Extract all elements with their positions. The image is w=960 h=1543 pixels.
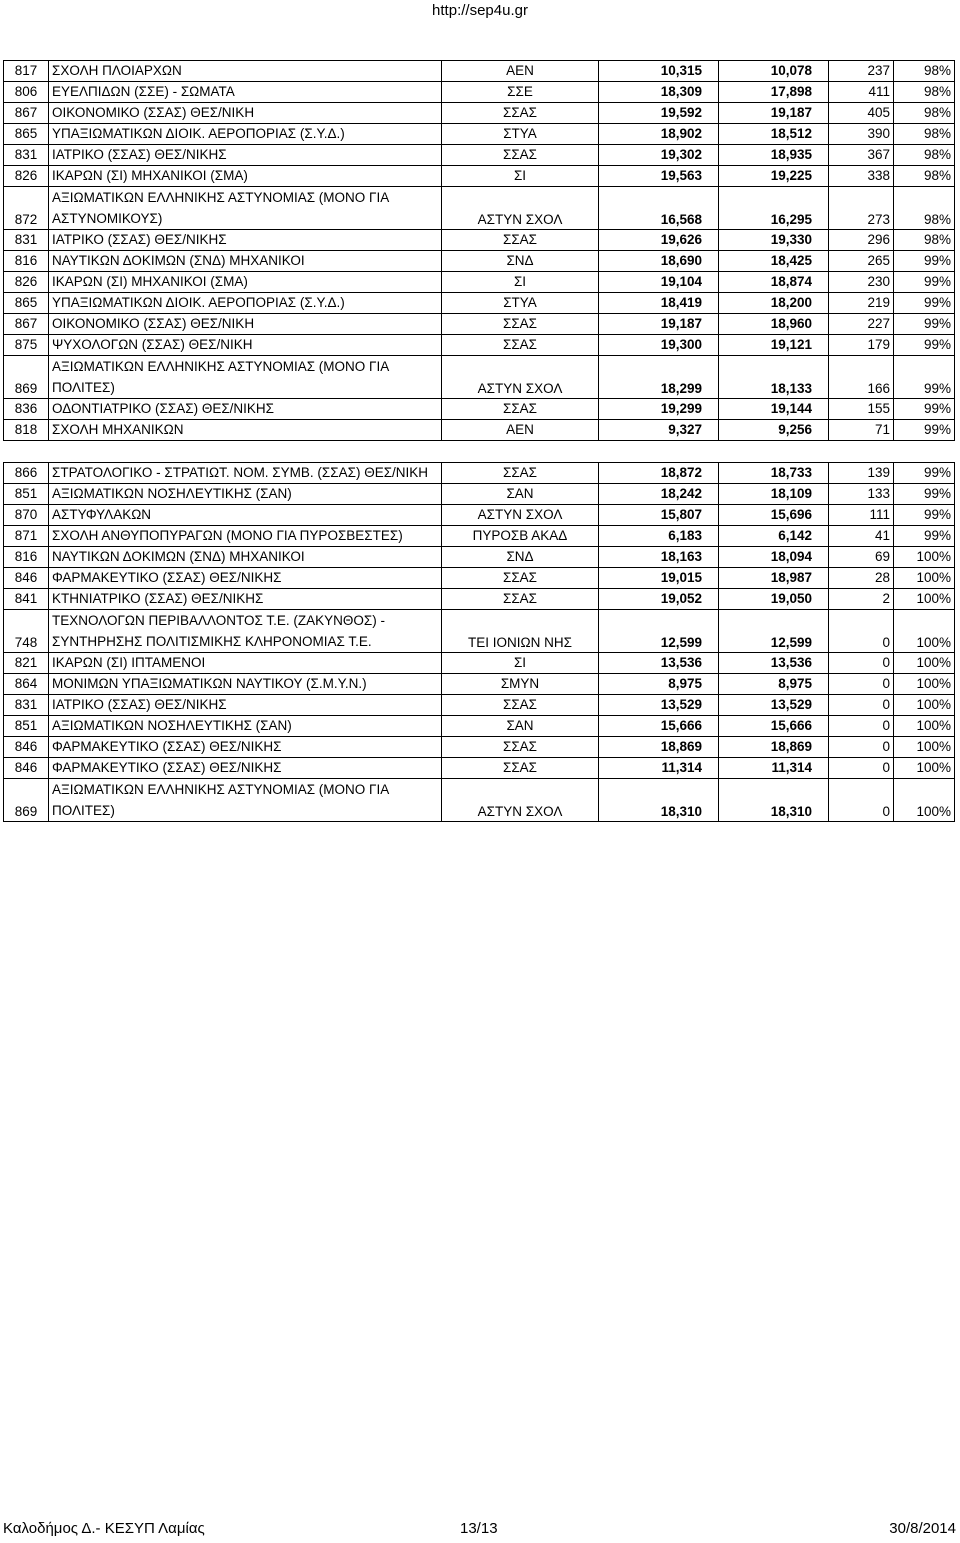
row-percent: 99% xyxy=(894,335,955,356)
row-score-last: 15,666 xyxy=(719,716,829,737)
row-category: ΤΕΙ ΙΟΝΙΩΝ ΝΗΣ xyxy=(442,610,599,653)
row-percent: 100% xyxy=(894,653,955,674)
table-row xyxy=(4,420,955,441)
row-count: 219 xyxy=(829,293,894,314)
row-code: 806 xyxy=(4,82,49,103)
row-score-last: 19,187 xyxy=(719,103,829,124)
row-score-first: 12,599 xyxy=(599,610,719,653)
row-score-last: 6,142 xyxy=(719,526,829,547)
row-percent: 100% xyxy=(894,695,955,716)
row-score-first: 19,052 xyxy=(599,589,719,610)
row-code: 836 xyxy=(4,399,49,420)
row-category: ΣΣΕ xyxy=(442,82,599,103)
row-category: ΣΝΔ xyxy=(442,251,599,272)
row-score-last: 18,310 xyxy=(719,779,829,822)
row-category: ΣΙ xyxy=(442,166,599,187)
table-row xyxy=(4,187,955,230)
row-count: 139 xyxy=(829,463,894,484)
row-category: ΑΣΤΥΝ ΣΧΟΛ xyxy=(442,779,599,822)
row-percent: 99% xyxy=(894,314,955,335)
row-score-last: 18,869 xyxy=(719,737,829,758)
table-row xyxy=(4,484,955,505)
row-percent: 98% xyxy=(894,145,955,166)
table-row xyxy=(4,124,955,145)
row-category: ΣΣΑΣ xyxy=(442,589,599,610)
row-score-last: 18,512 xyxy=(719,124,829,145)
row-school-name: ΑΞΙΩΜΑΤΙΚΩΝ ΝΟΣΗΛΕΥΤΙΚΗΣ (ΣΑΝ) xyxy=(49,716,442,737)
table-row xyxy=(4,695,955,716)
row-category: ΣΣΑΣ xyxy=(442,737,599,758)
results-table xyxy=(3,60,955,822)
row-code: 831 xyxy=(4,145,49,166)
table-row xyxy=(4,716,955,737)
row-school-name: ΣΤΡΑΤΟΛΟΓΙΚΟ - ΣΤΡΑΤΙΩΤ. ΝΟΜ. ΣΥΜΒ. (ΣΣΑΣ) ΘΕΣ/ΝΙΚΗ xyxy=(49,463,442,484)
row-score-last: 8,975 xyxy=(719,674,829,695)
row-score-last: 12,599 xyxy=(719,610,829,653)
row-score-first: 19,300 xyxy=(599,335,719,356)
row-category: ΣΝΔ xyxy=(442,547,599,568)
row-count: 0 xyxy=(829,737,894,758)
row-score-first: 9,327 xyxy=(599,420,719,441)
table-row xyxy=(4,61,955,82)
row-school-name: ΥΠΑΞΙΩΜΑΤΙΚΩΝ ΔΙΟΙΚ. ΑΕΡΟΠΟΡΙΑΣ (Σ.Υ.Δ.) xyxy=(49,293,442,314)
row-count: 273 xyxy=(829,187,894,230)
row-count: 133 xyxy=(829,484,894,505)
row-score-first: 15,666 xyxy=(599,716,719,737)
row-percent: 100% xyxy=(894,779,955,822)
row-count: 0 xyxy=(829,653,894,674)
row-count: 0 xyxy=(829,674,894,695)
row-count: 338 xyxy=(829,166,894,187)
row-score-first: 19,302 xyxy=(599,145,719,166)
row-score-last: 16,295 xyxy=(719,187,829,230)
row-percent: 99% xyxy=(894,484,955,505)
row-category: ΣΜΥΝ xyxy=(442,674,599,695)
row-category: ΣΣΑΣ xyxy=(442,103,599,124)
row-code: 864 xyxy=(4,674,49,695)
row-count: 411 xyxy=(829,82,894,103)
row-count: 28 xyxy=(829,568,894,589)
row-school-name: ΙΚΑΡΩΝ (ΣΙ) ΜΗΧΑΝΙΚΟΙ (ΣΜΑ) xyxy=(49,272,442,293)
row-score-first: 16,568 xyxy=(599,187,719,230)
row-category: ΣΣΑΣ xyxy=(442,230,599,251)
row-school-name: ΜΟΝΙΜΩΝ ΥΠΑΞΙΩΜΑΤΙΚΩΝ ΝΑΥΤΙΚΟΥ (Σ.Μ.Υ.Ν.) xyxy=(49,674,442,695)
row-score-last: 19,144 xyxy=(719,399,829,420)
row-count: 2 xyxy=(829,589,894,610)
row-count: 69 xyxy=(829,547,894,568)
row-score-last: 18,109 xyxy=(719,484,829,505)
row-score-first: 8,975 xyxy=(599,674,719,695)
table-spacer-row xyxy=(4,441,955,463)
row-score-last: 10,078 xyxy=(719,61,829,82)
row-count: 405 xyxy=(829,103,894,124)
row-percent: 98% xyxy=(894,124,955,145)
row-score-first: 18,419 xyxy=(599,293,719,314)
row-code: 866 xyxy=(4,463,49,484)
table-row xyxy=(4,230,955,251)
row-code: 846 xyxy=(4,737,49,758)
row-percent: 98% xyxy=(894,187,955,230)
row-score-first: 19,299 xyxy=(599,399,719,420)
row-school-name: ΣΧΟΛΗ ΜΗΧΑΝΙΚΩΝ xyxy=(49,420,442,441)
row-school-name: ΕΥΕΛΠΙΔΩΝ (ΣΣΕ) - ΣΩΜΑΤΑ xyxy=(49,82,442,103)
row-code: 846 xyxy=(4,568,49,589)
row-school-name: ΣΧΟΛΗ ΑΝΘΥΠΟΠΥΡΑΓΩΝ (ΜΟΝΟ ΓΙΑ ΠΥΡΟΣΒΕΣΤΕΣ) xyxy=(49,526,442,547)
row-percent: 99% xyxy=(894,526,955,547)
row-school-name: ΝΑΥΤΙΚΩΝ ΔΟΚΙΜΩΝ (ΣΝΔ) ΜΗΧΑΝΙΚΟΙ xyxy=(49,251,442,272)
row-count: 71 xyxy=(829,420,894,441)
row-category: ΣΣΑΣ xyxy=(442,314,599,335)
footer-author: Καλοδήμος Δ.- ΚΕΣΥΠ Λαμίας xyxy=(3,1520,205,1537)
row-category: ΑΣΤΥΝ ΣΧΟΛ xyxy=(442,505,599,526)
table-row xyxy=(4,335,955,356)
row-school-name: ΙΚΑΡΩΝ (ΣΙ) ΙΠΤΑΜΕΝΟΙ xyxy=(49,653,442,674)
row-percent: 99% xyxy=(894,251,955,272)
row-score-first: 18,299 xyxy=(599,356,719,399)
row-category: ΑΣΤΥΝ ΣΧΟΛ xyxy=(442,356,599,399)
row-score-last: 13,536 xyxy=(719,653,829,674)
row-category: ΣΣΑΣ xyxy=(442,145,599,166)
header-url: http://sep4u.gr xyxy=(432,2,528,19)
row-category: ΑΣΤΥΝ ΣΧΟΛ xyxy=(442,187,599,230)
row-category: ΣΣΑΣ xyxy=(442,335,599,356)
row-count: 0 xyxy=(829,716,894,737)
row-percent: 99% xyxy=(894,272,955,293)
row-code: 846 xyxy=(4,758,49,779)
table-row xyxy=(4,526,955,547)
row-category: ΠΥΡΟΣΒ ΑΚΑΔ xyxy=(442,526,599,547)
row-school-name: ΙΑΤΡΙΚΟ (ΣΣΑΣ) ΘΕΣ/ΝΙΚΗΣ xyxy=(49,145,442,166)
row-score-first: 18,309 xyxy=(599,82,719,103)
row-score-last: 18,200 xyxy=(719,293,829,314)
row-school-name: ΟΙΚΟΝΟΜΙΚΟ (ΣΣΑΣ) ΘΕΣ/ΝΙΚΗ xyxy=(49,314,442,335)
row-code: 869 xyxy=(4,779,49,822)
row-score-first: 19,592 xyxy=(599,103,719,124)
row-school-name: ΦΑΡΜΑΚΕΥΤΙΚΟ (ΣΣΑΣ) ΘΕΣ/ΝΙΚΗΣ xyxy=(49,758,442,779)
row-percent: 99% xyxy=(894,293,955,314)
row-school-name: ΟΙΚΟΝΟΜΙΚΟ (ΣΣΑΣ) ΘΕΣ/ΝΙΚΗ xyxy=(49,103,442,124)
row-code: 816 xyxy=(4,251,49,272)
row-score-last: 17,898 xyxy=(719,82,829,103)
row-score-last: 18,874 xyxy=(719,272,829,293)
table-row xyxy=(4,779,955,822)
row-count: 0 xyxy=(829,610,894,653)
row-category: ΑΕΝ xyxy=(442,61,599,82)
row-score-last: 18,733 xyxy=(719,463,829,484)
footer-page-number: 13/13 xyxy=(460,1520,498,1537)
row-category: ΣΙ xyxy=(442,653,599,674)
table-row xyxy=(4,103,955,124)
row-score-last: 18,425 xyxy=(719,251,829,272)
row-count: 166 xyxy=(829,356,894,399)
row-score-last: 19,225 xyxy=(719,166,829,187)
results-table-body xyxy=(4,61,955,822)
table-row xyxy=(4,145,955,166)
row-code: 826 xyxy=(4,272,49,293)
row-score-last: 18,094 xyxy=(719,547,829,568)
row-count: 296 xyxy=(829,230,894,251)
row-code: 875 xyxy=(4,335,49,356)
row-school-name: ΟΔΟΝΤΙΑΤΡΙΚΟ (ΣΣΑΣ) ΘΕΣ/ΝΙΚΗΣ xyxy=(49,399,442,420)
row-percent: 99% xyxy=(894,420,955,441)
row-category: ΣΣΑΣ xyxy=(442,399,599,420)
row-score-last: 11,314 xyxy=(719,758,829,779)
row-school-name: ΚΤΗΝΙΑΤΡΙΚΟ (ΣΣΑΣ) ΘΕΣ/ΝΙΚΗΣ xyxy=(49,589,442,610)
table-row xyxy=(4,568,955,589)
row-score-first: 19,563 xyxy=(599,166,719,187)
row-count: 111 xyxy=(829,505,894,526)
row-percent: 100% xyxy=(894,589,955,610)
row-school-name: ΤΕΧΝΟΛΟΓΩΝ ΠΕΡΙΒΑΛΛΟΝΤΟΣ Τ.Ε. (ΖΑΚΥΝΘΟΣ) - ΣΥΝΤΗΡΗΣΗΣ ΠΟΛΙΤΙΣΜΙΚΗΣ ΚΛΗΡΟΝΟΜΙΑΣ Τ.Ε. xyxy=(49,610,442,653)
row-score-first: 10,315 xyxy=(599,61,719,82)
table-spacer-cell xyxy=(4,441,955,463)
table-row xyxy=(4,356,955,399)
row-count: 237 xyxy=(829,61,894,82)
row-count: 41 xyxy=(829,526,894,547)
row-code: 865 xyxy=(4,293,49,314)
row-count: 265 xyxy=(829,251,894,272)
table-row xyxy=(4,399,955,420)
row-count: 0 xyxy=(829,758,894,779)
row-score-last: 18,935 xyxy=(719,145,829,166)
row-code: 831 xyxy=(4,695,49,716)
row-code: 871 xyxy=(4,526,49,547)
row-school-name: ΙΚΑΡΩΝ (ΣΙ) ΜΗΧΑΝΙΚΟΙ (ΣΜΑ) xyxy=(49,166,442,187)
row-score-last: 18,133 xyxy=(719,356,829,399)
table-row xyxy=(4,314,955,335)
row-score-first: 18,872 xyxy=(599,463,719,484)
table-row xyxy=(4,653,955,674)
row-score-last: 19,121 xyxy=(719,335,829,356)
row-score-first: 19,626 xyxy=(599,230,719,251)
row-school-name: ΣΧΟΛΗ ΠΛΟΙΑΡΧΩΝ xyxy=(49,61,442,82)
row-score-first: 19,187 xyxy=(599,314,719,335)
row-school-name: ΦΑΡΜΑΚΕΥΤΙΚΟ (ΣΣΑΣ) ΘΕΣ/ΝΙΚΗΣ xyxy=(49,737,442,758)
row-school-name: ΑΞΙΩΜΑΤΙΚΩΝ ΕΛΛΗΝΙΚΗΣ ΑΣΤΥΝΟΜΙΑΣ (ΜΟΝΟ ΓΙΑ ΠΟΛΙΤΕΣ) xyxy=(49,356,442,399)
table-row xyxy=(4,758,955,779)
row-code: 826 xyxy=(4,166,49,187)
table-row xyxy=(4,589,955,610)
row-score-last: 19,050 xyxy=(719,589,829,610)
row-code: 870 xyxy=(4,505,49,526)
row-percent: 98% xyxy=(894,166,955,187)
row-percent: 100% xyxy=(894,547,955,568)
table-row xyxy=(4,737,955,758)
row-count: 179 xyxy=(829,335,894,356)
row-count: 227 xyxy=(829,314,894,335)
table-row xyxy=(4,610,955,653)
row-category: ΣΑΝ xyxy=(442,716,599,737)
row-percent: 98% xyxy=(894,82,955,103)
row-score-first: 13,536 xyxy=(599,653,719,674)
row-score-first: 15,807 xyxy=(599,505,719,526)
row-score-first: 11,314 xyxy=(599,758,719,779)
row-percent: 100% xyxy=(894,568,955,589)
row-percent: 100% xyxy=(894,737,955,758)
footer-date: 30/8/2014 xyxy=(889,1520,956,1537)
row-count: 230 xyxy=(829,272,894,293)
row-category: ΣΙ xyxy=(442,272,599,293)
row-code: 817 xyxy=(4,61,49,82)
row-score-last: 19,330 xyxy=(719,230,829,251)
row-count: 390 xyxy=(829,124,894,145)
row-code: 831 xyxy=(4,230,49,251)
row-count: 155 xyxy=(829,399,894,420)
row-count: 0 xyxy=(829,779,894,822)
row-school-name: ΙΑΤΡΙΚΟ (ΣΣΑΣ) ΘΕΣ/ΝΙΚΗΣ xyxy=(49,230,442,251)
row-school-name: ΦΑΡΜΑΚΕΥΤΙΚΟ (ΣΣΑΣ) ΘΕΣ/ΝΙΚΗΣ xyxy=(49,568,442,589)
row-code: 867 xyxy=(4,103,49,124)
row-code: 748 xyxy=(4,610,49,653)
row-score-first: 18,690 xyxy=(599,251,719,272)
row-school-name: ΑΞΙΩΜΑΤΙΚΩΝ ΕΛΛΗΝΙΚΗΣ ΑΣΤΥΝΟΜΙΑΣ (ΜΟΝΟ ΓΙΑ ΠΟΛΙΤΕΣ) xyxy=(49,779,442,822)
row-score-first: 18,242 xyxy=(599,484,719,505)
row-school-name: ΝΑΥΤΙΚΩΝ ΔΟΚΙΜΩΝ (ΣΝΔ) ΜΗΧΑΝΙΚΟΙ xyxy=(49,547,442,568)
row-percent: 100% xyxy=(894,716,955,737)
row-score-first: 19,104 xyxy=(599,272,719,293)
row-count: 0 xyxy=(829,695,894,716)
row-code: 818 xyxy=(4,420,49,441)
row-percent: 99% xyxy=(894,463,955,484)
table-row xyxy=(4,674,955,695)
row-score-first: 18,902 xyxy=(599,124,719,145)
table-row xyxy=(4,82,955,103)
row-category: ΣΤΥΑ xyxy=(442,293,599,314)
row-percent: 98% xyxy=(894,103,955,124)
row-score-first: 13,529 xyxy=(599,695,719,716)
row-school-name: ΑΞΙΩΜΑΤΙΚΩΝ ΝΟΣΗΛΕΥΤΙΚΗΣ (ΣΑΝ) xyxy=(49,484,442,505)
table-row xyxy=(4,251,955,272)
row-count: 367 xyxy=(829,145,894,166)
row-category: ΣΣΑΣ xyxy=(442,758,599,779)
table-row xyxy=(4,463,955,484)
row-percent: 100% xyxy=(894,758,955,779)
row-percent: 100% xyxy=(894,674,955,695)
row-code: 869 xyxy=(4,356,49,399)
table-row xyxy=(4,166,955,187)
row-percent: 99% xyxy=(894,505,955,526)
row-score-last: 18,960 xyxy=(719,314,829,335)
row-code: 851 xyxy=(4,484,49,505)
row-score-last: 18,987 xyxy=(719,568,829,589)
table-row xyxy=(4,272,955,293)
row-score-first: 18,310 xyxy=(599,779,719,822)
row-school-name: ΥΠΑΞΙΩΜΑΤΙΚΩΝ ΔΙΟΙΚ. ΑΕΡΟΠΟΡΙΑΣ (Σ.Υ.Δ.) xyxy=(49,124,442,145)
row-score-last: 13,529 xyxy=(719,695,829,716)
row-score-last: 15,696 xyxy=(719,505,829,526)
row-category: ΣΣΑΣ xyxy=(442,463,599,484)
row-category: ΑΕΝ xyxy=(442,420,599,441)
row-code: 865 xyxy=(4,124,49,145)
table-row xyxy=(4,547,955,568)
row-category: ΣΤΥΑ xyxy=(442,124,599,145)
row-code: 867 xyxy=(4,314,49,335)
row-score-first: 19,015 xyxy=(599,568,719,589)
table-row xyxy=(4,505,955,526)
row-code: 816 xyxy=(4,547,49,568)
row-code: 851 xyxy=(4,716,49,737)
row-percent: 100% xyxy=(894,610,955,653)
row-school-name: ΑΣΤΥΦΥΛΑΚΩΝ xyxy=(49,505,442,526)
row-code: 841 xyxy=(4,589,49,610)
row-percent: 98% xyxy=(894,61,955,82)
row-code: 821 xyxy=(4,653,49,674)
row-code: 872 xyxy=(4,187,49,230)
table-row xyxy=(4,293,955,314)
row-score-first: 18,869 xyxy=(599,737,719,758)
row-percent: 99% xyxy=(894,399,955,420)
row-category: ΣΑΝ xyxy=(442,484,599,505)
row-percent: 99% xyxy=(894,356,955,399)
row-score-first: 18,163 xyxy=(599,547,719,568)
row-score-first: 6,183 xyxy=(599,526,719,547)
row-category: ΣΣΑΣ xyxy=(442,695,599,716)
row-school-name: ΑΞΙΩΜΑΤΙΚΩΝ ΕΛΛΗΝΙΚΗΣ ΑΣΤΥΝΟΜΙΑΣ (ΜΟΝΟ ΓΙΑ ΑΣΤΥΝΟΜΙΚΟΥΣ) xyxy=(49,187,442,230)
row-score-last: 9,256 xyxy=(719,420,829,441)
row-category: ΣΣΑΣ xyxy=(442,568,599,589)
row-school-name: ΨΥΧΟΛΟΓΩΝ (ΣΣΑΣ) ΘΕΣ/ΝΙΚΗ xyxy=(49,335,442,356)
row-percent: 98% xyxy=(894,230,955,251)
row-school-name: ΙΑΤΡΙΚΟ (ΣΣΑΣ) ΘΕΣ/ΝΙΚΗΣ xyxy=(49,695,442,716)
